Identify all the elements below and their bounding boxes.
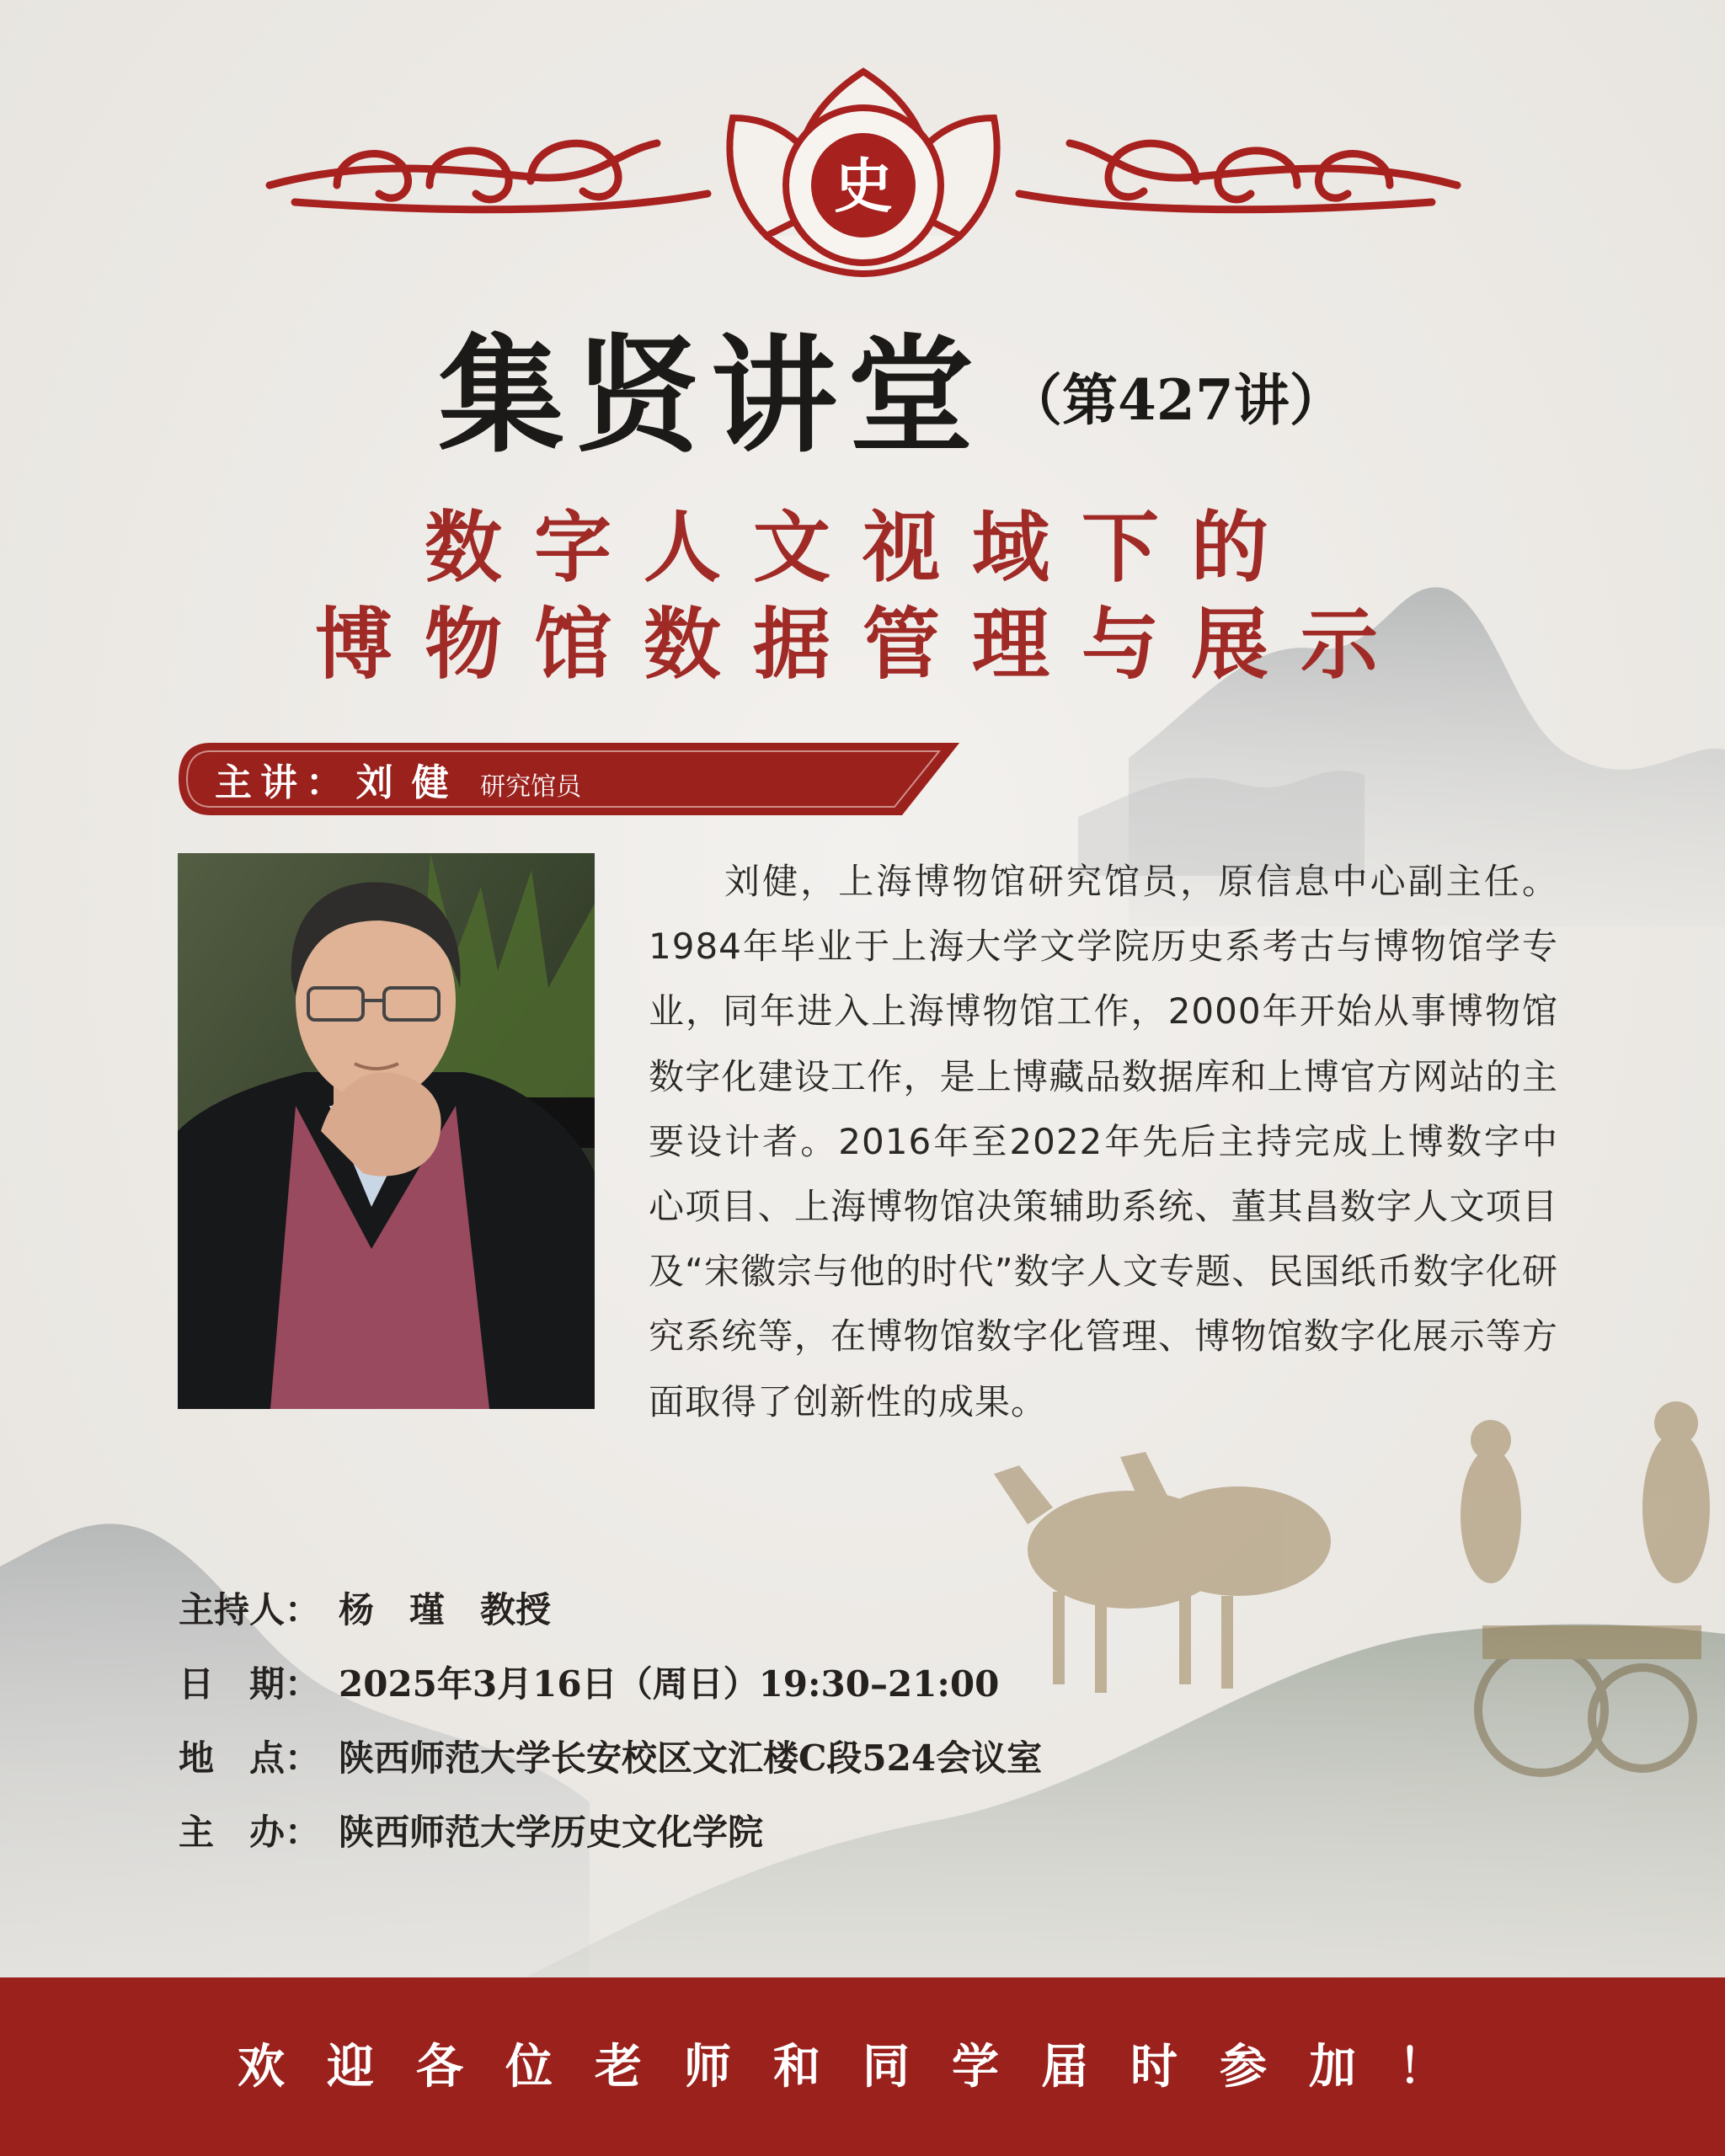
organizer-row xyxy=(179,1796,1442,1870)
footer-bar xyxy=(0,1977,1725,2156)
welcome-message: 欢迎各位老师和同学届时参加！ xyxy=(238,2039,1487,2095)
speaker-title: 研究馆员 xyxy=(480,772,582,802)
host-value: 杨 瑾 教授 xyxy=(339,1589,552,1630)
speaker-label: 主讲： xyxy=(215,761,351,804)
college-emblem xyxy=(786,108,941,263)
event-details xyxy=(179,1573,1442,1870)
location-value: 陕西师范大学长安校区文汇楼C段524会议室 xyxy=(339,1737,1043,1779)
organizer-value: 陕西师范大学历史文化学院 xyxy=(339,1812,764,1853)
speaker-line xyxy=(215,750,581,817)
lecture-topic-line-2: 博物馆数据管理与展示 xyxy=(314,599,1410,690)
cloud-lotus-ornament xyxy=(261,67,1466,278)
svg-text:史: 史 xyxy=(834,151,893,221)
date-row xyxy=(179,1647,1442,1721)
date-label: 日 期： xyxy=(179,1663,321,1705)
organizer-label: 主 办： xyxy=(179,1812,321,1853)
lecture-topic-line-1: 数字人文视域下的 xyxy=(424,502,1300,593)
location-row xyxy=(179,1721,1442,1796)
location-label: 地 点： xyxy=(179,1737,321,1779)
title-row xyxy=(0,312,1725,480)
speaker-photo xyxy=(178,853,595,1409)
speaker-name: 刘健 xyxy=(355,761,467,804)
lecture-number: （第427讲） xyxy=(1007,367,1345,433)
host-label: 主持人： xyxy=(179,1589,321,1630)
lecture-series-title: 集贤讲堂 xyxy=(438,322,985,470)
date-value: 2025年3月16日（周日）19:30–21:00 xyxy=(339,1663,1000,1705)
host-row xyxy=(179,1573,1442,1647)
speaker-biography: 刘健，上海博物馆研究馆员，原信息中心副主任。1984年毕业于上海大学文学院历史系考古与博物馆学专业，同年进入上海博物馆工作，2000年开始从事博物馆数字化建设工作，是上博藏品数据库和上博官方网站的主要设计者。2016年至2022年先后主持完成上博数字中心项目、上海博物馆决策辅助系统、董其昌数字人文项目及“宋徽宗与他的时代”数字人文专题、民国纸币数字化研究系统等，在博物馆数字化管理、博物馆数字化展示等方面取得了创新性的成果。 xyxy=(649,861,1558,1422)
